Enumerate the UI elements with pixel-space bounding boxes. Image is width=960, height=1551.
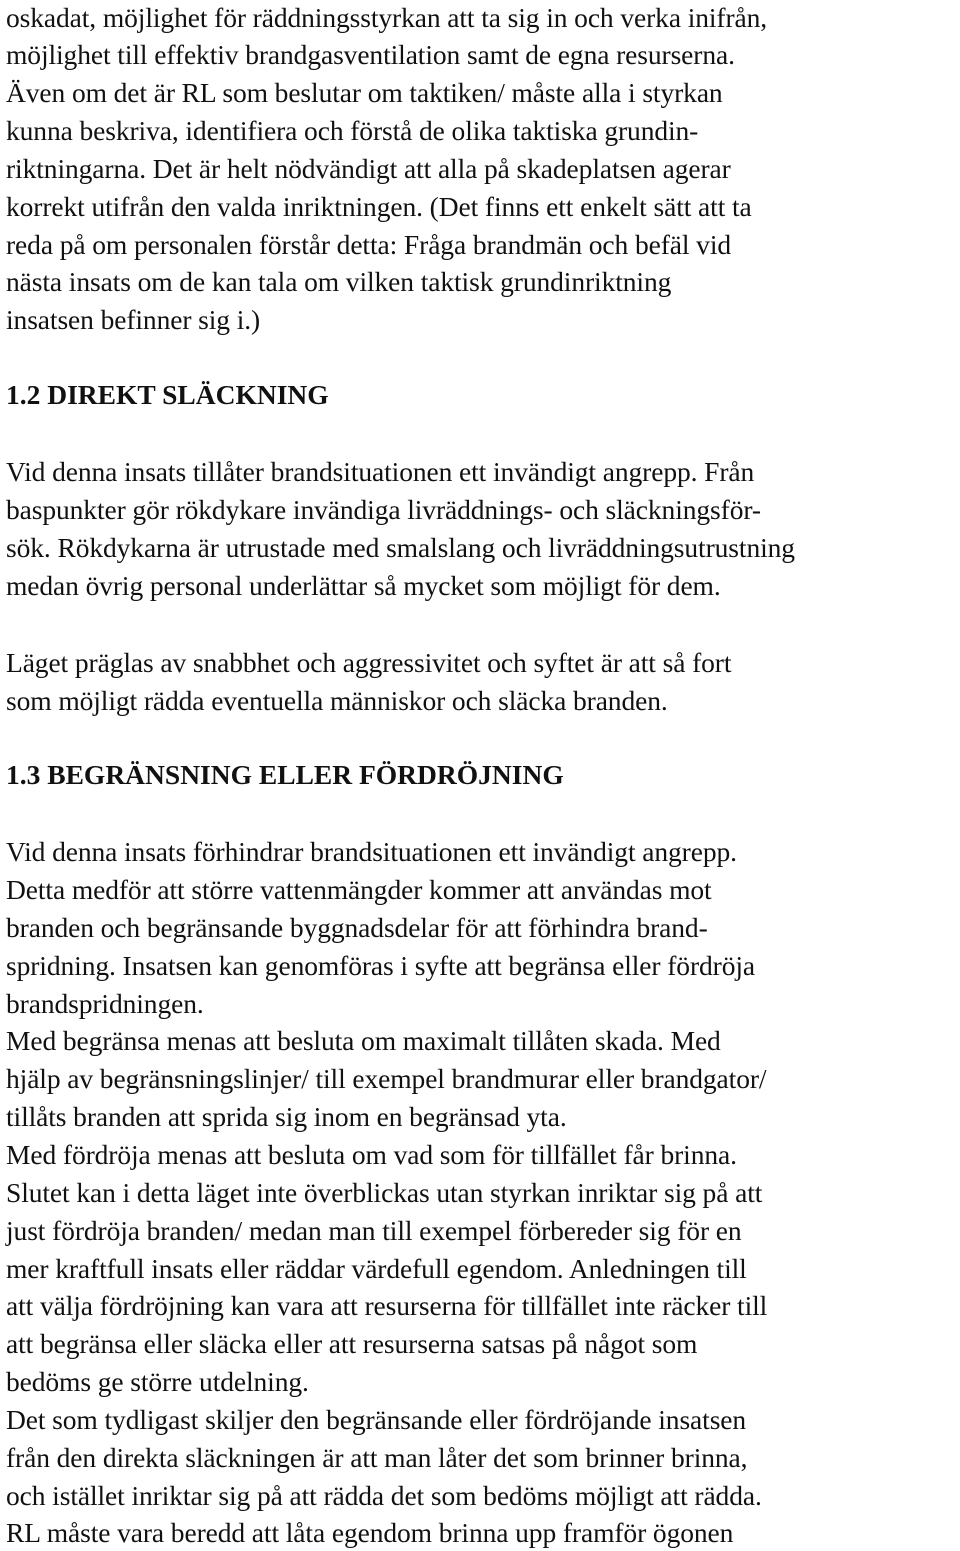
text-line: Slutet kan i detta läget inte överblickas utan styrkan inriktar sig på att	[6, 1177, 763, 1208]
text-line: som möjligt rädda eventuella människor och släcka branden.	[6, 685, 668, 716]
text-line: Läget präglas av snabbhet och aggressivitet och syftet är att så fort	[6, 647, 732, 678]
text-line: hjälp av begränsningslinjer/ till exempel brandmurar eller brandgator/	[6, 1063, 767, 1094]
text-line: Med begränsa menas att besluta om maximalt tillåten skada. Med	[6, 1025, 721, 1056]
text-line: möjlighet till effektiv brandgasventilation samt de egna resurserna.	[6, 39, 735, 70]
text-line: riktningarna. Det är helt nödvändigt att alla på skadeplatsen agerar	[6, 153, 731, 184]
text-line: Även om det är RL som beslutar om taktiken/ måste alla i styrkan	[6, 77, 723, 108]
text-line: RL måste vara beredd att låta egendom brinna upp framför ögonen	[6, 1517, 734, 1548]
text-line: Detta medför att större vattenmängder kommer att användas mot	[6, 874, 712, 905]
text-line: brandspridningen.	[6, 988, 204, 1019]
text-line: sök. Rökdykarna är utrustade med smalslang och livräddningsutrustning	[6, 532, 795, 563]
text-line: korrekt utifrån den valda inriktningen. (Det finns ett enkelt sätt att ta	[6, 191, 752, 222]
text-line: Med fördröja menas att besluta om vad som för tillfället får brinna.	[6, 1139, 737, 1170]
section-heading-direkt-slackning: 1.2 DIREKT SLÄCKNING	[6, 379, 329, 410]
text-line: tillåts branden att sprida sig inom en begränsad yta.	[6, 1101, 567, 1132]
section-heading-begransning: 1.3 BEGRÄNSNING ELLER FÖRDRÖJNING	[6, 759, 564, 790]
text-line: insatsen befinner sig i.)	[6, 304, 261, 335]
text-line: Det som tydligast skiljer den begränsande eller fördröjande insatsen	[6, 1404, 747, 1435]
text-line: bedöms ge större utdelning.	[6, 1366, 309, 1397]
text-line: och istället inriktar sig på att rädda det som bedöms möjligt att rädda.	[6, 1480, 762, 1511]
text-line: nästa insats om de kan tala om vilken taktisk grundinriktning	[6, 266, 672, 297]
text-line: mer kraftfull insats eller räddar värdefull egendom. Anledningen till	[6, 1253, 747, 1284]
text-line: Vid denna insats tillåter brandsituationen ett invändigt angrepp. Från	[6, 456, 755, 487]
text-line: just fördröja branden/ medan man till exempel förbereder sig för en	[6, 1215, 742, 1246]
text-line: branden och begränsande byggnadsdelar för att förhindra brand-	[6, 912, 708, 943]
text-line: från den direkta släckningen är att man låter det som brinner brinna,	[6, 1442, 748, 1473]
text-line: oskadat, möjlighet för räddningsstyrkan att ta sig in och verka inifrån,	[6, 2, 768, 33]
text-line: medan övrig personal underlättar så mycket som möjligt för dem.	[6, 570, 721, 601]
text-line: kunna beskriva, identifiera och förstå de olika taktiska grundin-	[6, 115, 699, 146]
text-line: spridning. Insatsen kan genomföras i syfte att begränsa eller fördröja	[6, 950, 756, 981]
text-line: baspunkter gör rökdykare invändiga livräddnings- och släckningsför-	[6, 494, 761, 525]
text-line: att begränsa eller släcka eller att resurserna satsas på något som	[6, 1328, 698, 1359]
text-line: att välja fördröjning kan vara att resurserna för tillfället inte räcker till	[6, 1290, 768, 1321]
text-line: reda på om personalen förstår detta: Fråga brandmän och befäl vid	[6, 229, 732, 260]
text-line: Vid denna insats förhindrar brandsituationen ett invändigt angrepp.	[6, 836, 737, 867]
